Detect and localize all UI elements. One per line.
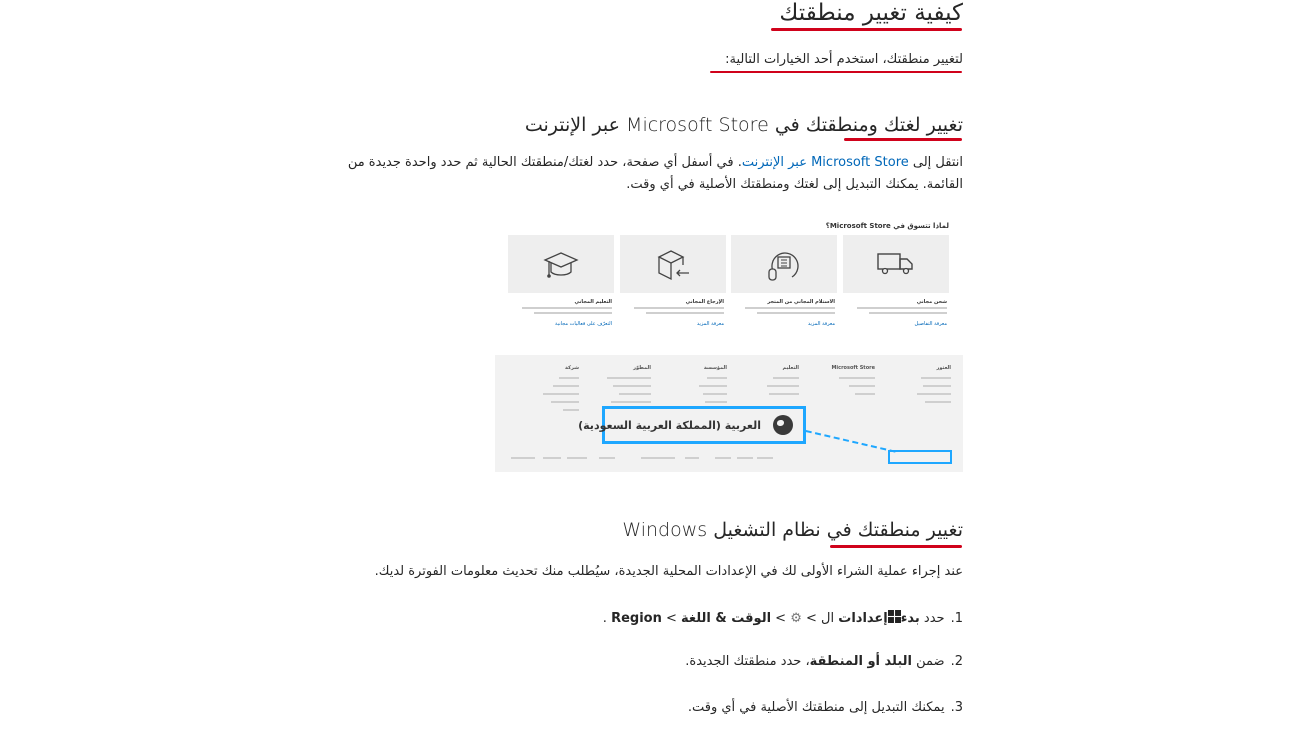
footer-column-heading: المؤسسة: [703, 365, 727, 371]
card-text-line: [757, 312, 835, 314]
footer-column-heading: المطوّر: [633, 365, 651, 371]
step-text: .: [602, 611, 612, 626]
globe-icon: [773, 415, 793, 435]
card-image: [620, 235, 726, 293]
section1-underline: [844, 138, 962, 141]
card-link[interactable]: معرفة المزيد: [807, 321, 835, 327]
card-image: [843, 235, 949, 293]
section1-heading: تغيير لغتك ومنطقتك في Microsoft Store عبر الإنترنت: [524, 114, 963, 136]
connector-line: [806, 430, 896, 453]
card-title: شحن مجاني: [916, 299, 947, 305]
section2-heading: تغيير منطقتك في نظام التشغيل Windows: [622, 519, 963, 541]
section1-paragraph: [308, 152, 963, 196]
card-text-line: [522, 307, 612, 309]
card-title: الاستلام المجاني من المتجر: [767, 299, 835, 305]
step-text: ضمن: [911, 654, 945, 669]
pickup-icon: [764, 245, 804, 285]
region-label: Region: [611, 611, 662, 626]
footer-column: [739, 365, 799, 395]
footer-column-heading: العثور: [936, 365, 951, 371]
page-title: كيفية تغيير منطقتك: [779, 0, 963, 26]
card-image: [731, 235, 837, 293]
intro-underline: [710, 71, 962, 73]
delivery-truck-icon: [876, 251, 916, 277]
settings-label: إعدادات: [838, 611, 888, 626]
step-1: [603, 610, 963, 626]
step-number: 2.: [950, 654, 963, 669]
card-free-education: [508, 235, 614, 345]
language-selector-zoom: [578, 406, 806, 444]
graduation-cap-icon: [541, 245, 581, 285]
card-link[interactable]: معرفة المزيد: [696, 321, 724, 327]
step-text: ، حدد منطقتك الجديدة.: [685, 654, 810, 669]
footer-column-heading: شركة: [565, 365, 579, 371]
step-separator: >: [771, 611, 791, 626]
language-selector-small: [888, 450, 952, 464]
footer-column: [519, 365, 579, 411]
card-text-line: [869, 312, 947, 314]
card-free-shipping: [843, 235, 949, 345]
card-free-returns: [620, 235, 726, 345]
card-text-line: [646, 312, 724, 314]
time-language-label: الوقت & اللغة: [681, 611, 772, 626]
store-language-illustration: [495, 215, 963, 472]
card-title: التعليم المجاني: [574, 299, 612, 305]
step-text: ال: [821, 611, 839, 626]
footer-column: [815, 365, 875, 395]
step-text: يمكنك التبديل إلى منطقتك الأصلية في أي وقت.: [687, 700, 945, 715]
footer-column: [667, 365, 727, 403]
footer-column: [591, 365, 651, 403]
step-separator: >: [801, 611, 822, 626]
start-label: بدء: [900, 611, 920, 626]
footer-column-heading: Microsoft Store: [831, 365, 875, 371]
step-separator: >: [661, 611, 682, 626]
windows-logo-icon: [888, 610, 901, 623]
intro-text: لتغيير منطقتك، استخدم أحد الخيارات التالية:: [725, 52, 963, 67]
footer-column-heading: التعليم: [782, 365, 799, 371]
card-free-pickup: [731, 235, 837, 345]
step-text: حدد: [919, 611, 945, 626]
box-return-icon: [653, 245, 693, 285]
illustration-header: لماذا تتسوق في Microsoft Store؟: [825, 222, 949, 230]
step-2: [685, 654, 963, 669]
section1-para-pre: انتقل إلى: [908, 155, 963, 170]
card-title: الإرجاع المجاني: [685, 299, 724, 305]
card-text-line: [857, 307, 947, 309]
section1-para-post: . في أسفل أي صفحة، حدد لغتك/منطقتك الحالية ثم حدد واحدة جديدة من القائمة. يمكنك التبديل إلى لغتك ومنطقتك الأصلية في أي وقت.: [347, 155, 963, 192]
card-text-line: [634, 307, 724, 309]
card-image: [508, 235, 614, 293]
card-link[interactable]: معرفة التفاصيل: [914, 321, 947, 327]
country-region-label: البلد أو المنطقة: [809, 654, 912, 669]
section2-underline: [830, 545, 962, 548]
step-number: 3.: [950, 700, 963, 715]
card-text-line: [534, 312, 612, 314]
card-text-line: [745, 307, 835, 309]
step-number: 1.: [950, 611, 963, 626]
microsoft-store-link[interactable]: Microsoft Store عبر الإنترنت: [741, 155, 909, 170]
step-3: [688, 700, 963, 715]
gear-icon: ⚙: [790, 611, 802, 626]
store-footer: [495, 355, 963, 472]
footer-column: [891, 365, 951, 403]
card-link[interactable]: التعرّف على فعاليات مجانية: [555, 321, 612, 327]
section2-paragraph: عند إجراء عملية الشراء الأولى لك في الإعدادات المحلية الجديدة، سيُطلب منك تحديث معلومات الفوترة لديك.: [374, 564, 963, 579]
language-label: العربية (المملكة العربية السعودية): [578, 419, 761, 432]
title-underline: [771, 28, 962, 31]
